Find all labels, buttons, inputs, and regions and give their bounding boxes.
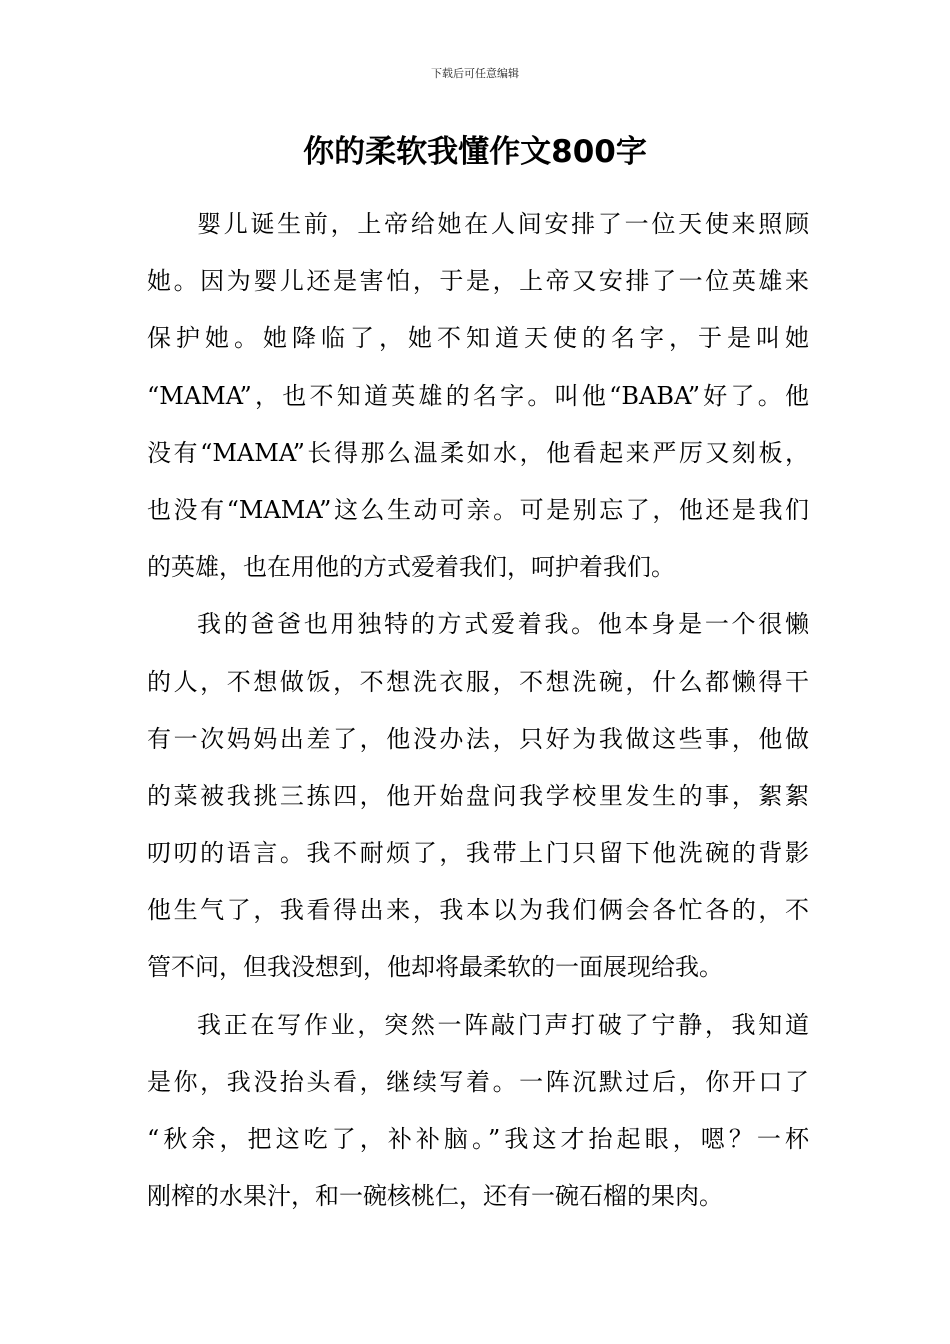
paragraph-3: [147, 997, 809, 1226]
text-line: 的英雄，也在用他的方式爱着我们，呵护着我们。: [147, 553, 675, 582]
text-line: 她。因为婴儿还是害怕，于是，上帝又安排了一位英雄来: [147, 267, 809, 296]
header-note: 下载后可任意编辑: [431, 67, 519, 80]
text-line: 叨叨的语言。我不耐烦了，我带上门只留下他洗碗的背影: [147, 839, 809, 868]
text-line: “MAMA”，也不知道英雄的名字。叫他“BABA”好了。他: [147, 381, 809, 410]
text-line: 有一次妈妈出差了，他没办法，只好为我做这些事，他做: [147, 724, 809, 753]
text-line: 他生气了，我看得出来，我本以为我们俩会各忙各的，不: [147, 896, 809, 925]
essay-body: [147, 196, 809, 1225]
text-line: 是你，我没抬头看，继续写着。一阵沉默过后，你开口了: [147, 1067, 809, 1096]
text-line: 没有“MAMA”长得那么温柔如水，他看起来严厉又刻板，: [147, 438, 809, 467]
text-line: 我正在写作业，突然一阵敲门声打破了宁静，我知道: [197, 1010, 809, 1039]
text-line: 的菜被我挑三拣四，他开始盘问我学校里发生的事，絮絮: [147, 781, 809, 810]
text-line: 也没有“MAMA”这么生动可亲。可是别忘了，他还是我们: [147, 495, 809, 524]
text-line: 保护她。她降临了，她不知道天使的名字，于是叫她: [147, 324, 809, 353]
text-line: 的人，不想做饭，不想洗衣服，不想洗碗，什么都懒得干: [147, 667, 809, 696]
text-line: “秋余，把这吃了，补补脑。”我这才抬起眼，嗯？一杯: [147, 1125, 809, 1153]
page-title: 你的柔软我懂作文800字: [303, 134, 647, 170]
paragraph-1: [147, 196, 809, 596]
text-line: 刚榨的水果汁，和一碗核桃仁，还有一碗石榴的果肉。: [147, 1182, 723, 1211]
text-line: 管不问，但我没想到，他却将最柔软的一面展现给我。: [147, 953, 723, 982]
paragraph-2: [147, 596, 809, 996]
text-line: 我的爸爸也用独特的方式爱着我。他本身是一个很懒: [197, 610, 809, 639]
text-line: 婴儿诞生前，上帝给她在人间安排了一位天使来照顾: [197, 210, 809, 238]
